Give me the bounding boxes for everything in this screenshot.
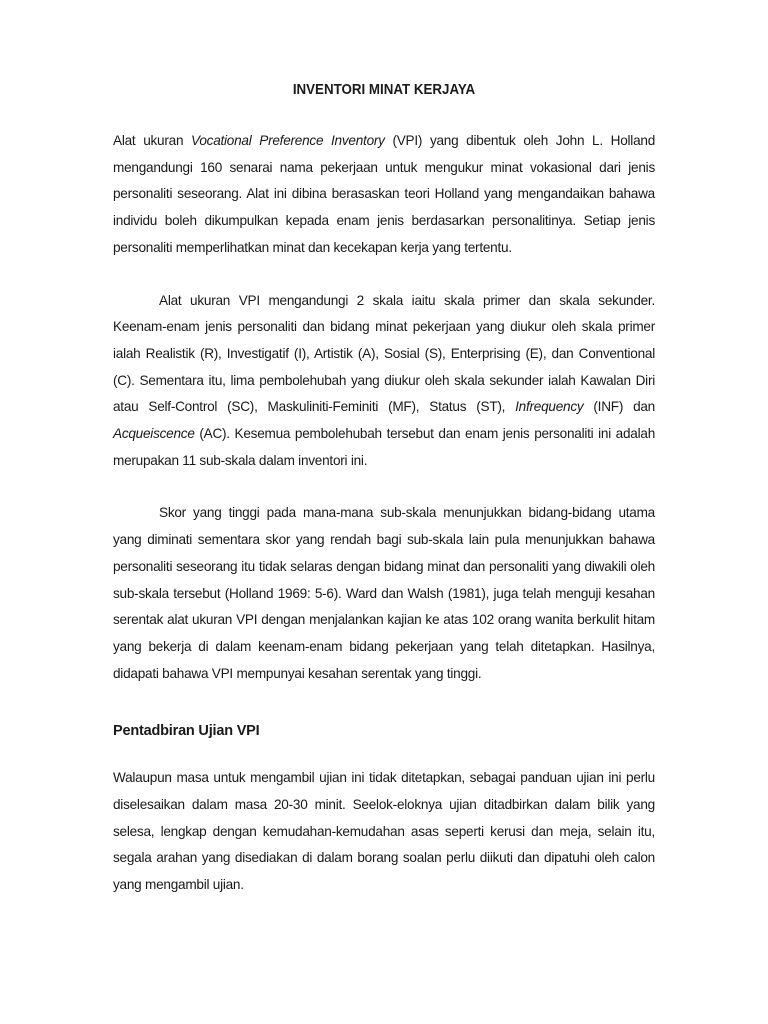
paragraph-2-text-a: Alat ukuran VPI mengandungi 2 skala iaitu skala primer dan skala sekunder. Keenam-enam jenis personaliti dan bidang minat pekerjaan yang diukur oleh skala primer ialah Realistik (R), Investigatif (I), Artistik (A), Sosial (S), Enterprising (E), dan Conventional (C). Sementara itu, lima pembolehubah yang diukur oleh skala sekunder ialah Kawalan Diri atau Self-Control (SC), Maskuliniti-Feminiti (MF), Status (ST), bbox=[113, 292, 655, 415]
paragraph-2-italic-infrequency: Infrequency bbox=[515, 399, 584, 415]
paragraph-2-text-e: (AC). Kesemua pembolehubah tersebut dan enam jenis personaliti ini adalah merupakan 11 sub-skala dalam inventori ini. bbox=[113, 426, 655, 468]
paragraph-1 bbox=[113, 128, 655, 262]
paragraph-1-text-a: Alat ukuran bbox=[113, 133, 192, 148]
paragraph-2-italic-acqueiscence: Acqueiscence bbox=[113, 426, 195, 442]
paragraph-1-italic-term: Vocational Preference Inventory bbox=[191, 133, 385, 148]
paragraph-4: Walaupun masa untuk mengambil ujian ini tidak ditetapkan, sebagai panduan ujian ini perlu diselesaikan dalam masa 20-30 minit. Seelok-eloknya ujian ditadbirkan dalam bilik yang selesa, lengkap dengan kemudahan-kemudahan asas seperti kerusi dan meja, selain itu, segala arahan yang disediakan di dalam borang soalan perlu diikuti dan dipatuhi oleh calon yang mengambil ujian. bbox=[113, 770, 655, 893]
paragraph-1-text-c: (VPI) yang dibentuk oleh John L. Holland mengandungi 160 senarai nama pekerjaan untuk mengukur minat vokasional dari jenis personaliti seseorang. Alat ini dibina berasaskan teori Holland yang mengandaikan bahawa individu boleh dikumpulkan kepada enam jenis berdasarkan personalitinya. Setiap jenis personaliti memperlihatkan minat dan kecekapan kerja yang tertentu. bbox=[113, 133, 656, 255]
paragraph-2 bbox=[113, 288, 655, 475]
section-heading: Pentadbiran Ujian VPI bbox=[113, 723, 260, 740]
page-title: INVENTORI MINAT KERJAYA bbox=[292, 82, 476, 98]
paragraph-3: Skor yang tinggi pada mana-mana sub-skala menunjukkan bidang-bidang utama yang diminati sementara skor yang rendah bagi sub-skala lain pula menunjukkan bahawa personaliti seseorang itu tidak selaras dengan bidang minat dan personaliti yang diwakili oleh sub-skala tersebut (Holland 1969: 5-6). Ward dan Walsh (1981), juga telah menguji kesahan serentak alat ukuran VPI dengan menjalankan kajian ke atas 102 orang wanita berkulit hitam yang bekerja di dalam keenam-enam bidang pekerjaan yang telah ditetapkan. Hasilnya, didapati bahawa VPI mempunyai kesahan serentak yang tinggi. bbox=[113, 505, 655, 681]
paragraph-2-text-c: (INF) dan bbox=[583, 399, 655, 415]
